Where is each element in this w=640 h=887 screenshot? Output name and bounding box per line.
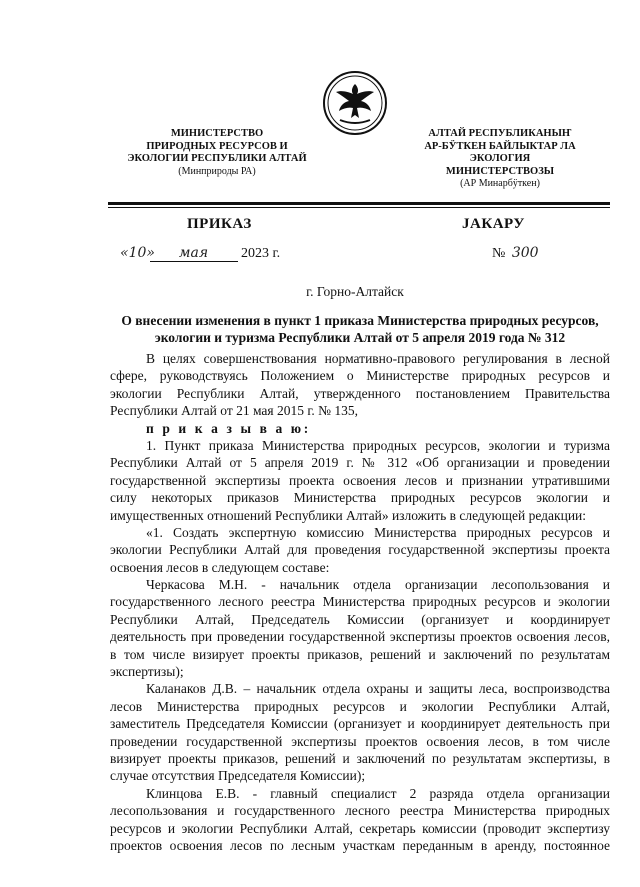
body-line: государственного лесного реестра Министерства природных ресурсов и экологии	[110, 594, 610, 610]
body-line: в том числе визирует проекты приказов, решений и заключений по результатам	[110, 646, 610, 662]
order-date-month: мая	[150, 245, 238, 262]
header-right-short-name: (АР Минарбӱткен)	[460, 178, 540, 189]
header-left-short-name: (Минприроды РА)	[178, 165, 256, 177]
body-line: экологии Республики Алтай, утвержденного постановлением Правительства	[110, 385, 610, 401]
body-line: проектов освоения лесов по лесным участкам переданным в аренду, постоянное	[110, 837, 610, 853]
body-line: сфере, руководствуясь Положением о Министерстве природных ресурсов и	[110, 368, 610, 384]
body-line: силу некоторых приказов Министерства природных ресурсов экологии и	[110, 490, 610, 506]
header-divider-thick	[108, 202, 610, 205]
coat-of-arms-emblem-icon	[322, 70, 388, 136]
body-line: случае отсутствия Председателя Комиссии);	[110, 768, 366, 784]
body-line: Республики Алтай от 21 мая 2015 г. № 135,	[110, 403, 359, 419]
header-right-line: АЛТАЙ РЕСПУБЛИКАНЫҤ	[428, 128, 572, 139]
body-line: Каланаков Д.В. – начальник отдела охраны и защиты леса, воспроизводства	[146, 681, 610, 697]
body-line: лесов Министерства природных ресурсов и экологии Республики Алтай,	[110, 698, 610, 714]
body-line: государственной экспертизы проекта освоения лесов и признании утратившими	[110, 472, 610, 488]
body-line: «1. Создать экспертную комиссию Министерства природных ресурсов и	[146, 524, 610, 540]
header-left-line: МИНИСТЕРСТВО	[170, 128, 264, 139]
body-line: имущественных отношений Республики Алтай» изложить в следующей редакции:	[110, 507, 587, 523]
order-number	[492, 245, 556, 262]
body-line: деятельность при проведении государственной экспертизы проектов освоения лесов,	[110, 629, 610, 645]
body-line: Клинцова Е.В. - главный специалист 2 разряда отдела организации	[146, 785, 610, 801]
document-title-line: О внесении изменения в пункт 1 приказа Министерства природных ресурсов,	[121, 313, 599, 328]
header-right-line: АР-БӰТКЕН БАЙЛЫКТАР ЛА	[424, 140, 576, 152]
document-title	[110, 312, 610, 346]
order-number-value: 300	[511, 245, 539, 261]
body-line: проведении государственной экспертизы проектов освоения лесов, в том числе	[110, 733, 610, 749]
order-title-russian: ПРИКАЗ	[187, 216, 252, 232]
header-left-line: ЭКОЛОГИИ РЕСПУБЛИКИ АЛТАЙ	[127, 153, 307, 164]
body-line: экологии Республики Алтай для проведения государственной экспертизы проекта	[110, 542, 610, 558]
ministry-header-russian	[112, 128, 322, 178]
body-line: заместитель Председателя Комиссии (организует и координирует деятельность при	[110, 716, 610, 732]
body-line: Республики Алтай, Председатель Комиссии (организует и координирует	[110, 611, 610, 627]
city-name: г. Горно-Алтайск	[306, 284, 404, 299]
header-divider-thin	[108, 207, 610, 208]
header-right-line: МИНИСТЕРСТВОЗЫ	[445, 165, 555, 177]
header-right-line: ЭКОЛОГИЯ	[469, 153, 531, 164]
order-date-day: «10»	[120, 245, 155, 261]
order-number-prefix: №	[492, 246, 506, 261]
body-line: В целях совершенствования нормативно-правового регулирования в лесной	[146, 351, 610, 366]
body-line: лесопользования и государственного лесного реестра Министерства природных	[110, 803, 610, 819]
body-line: освоения лесов в следующем составе:	[110, 559, 330, 575]
ministry-header-altai	[390, 128, 610, 191]
body-line: Черкасова М.Н. - начальник отдела организации лесопользования и	[146, 577, 610, 593]
order-date-year: 2023 г.	[241, 246, 281, 261]
header-left-line: ПРИРОДНЫХ РЕСУРСОВ И	[146, 140, 288, 152]
body-line: экспертизы);	[110, 664, 184, 680]
body-line: Республики Алтай от 5 апреля 2019 г. № 312 «Об организации и проведении	[110, 455, 610, 471]
body-line: ресурсов и экологии Республики Алтай, секретарь комиссии (проводит экспертизу	[110, 820, 610, 836]
order-title-altai: ЈАКАРУ	[462, 216, 525, 232]
body-line: визирует проекты приказов, решений и заключений по результатам экспертизы, в	[110, 750, 610, 766]
body-line: 1. Пункт приказа Министерства природных ресурсов, экологии и туризма	[146, 437, 610, 453]
document-body	[110, 350, 610, 854]
order-date	[120, 245, 280, 262]
document-title-line: экологии и туризма Республики Алтай от 5 апреля 2019 года № 312	[154, 330, 566, 345]
body-line-order-word: п р и к а з ы в а ю:	[146, 420, 311, 436]
